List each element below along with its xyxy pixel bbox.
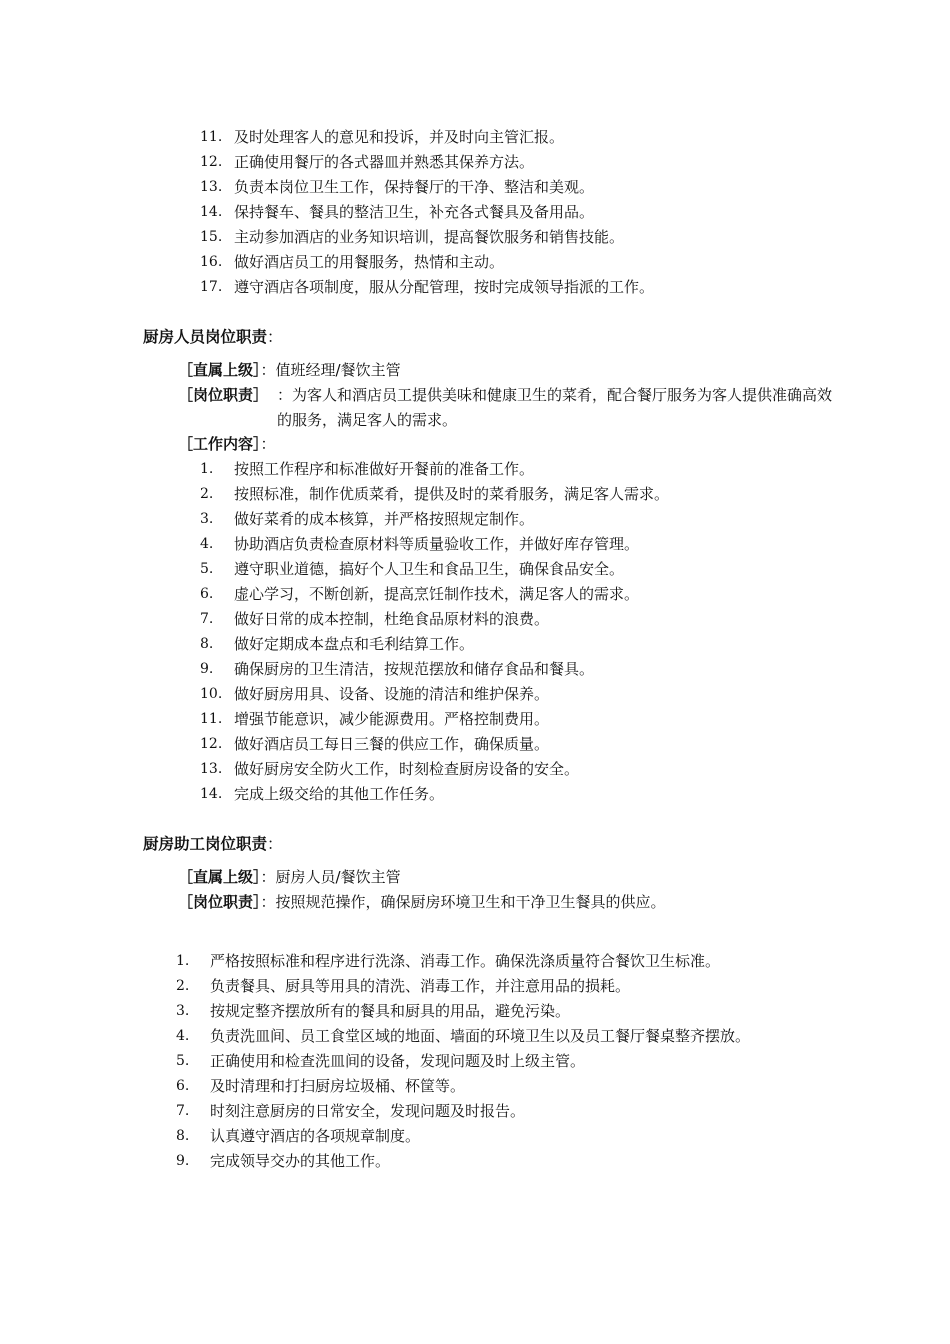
list-item-text: 做好菜肴的成本核算，并严格按照规定制作。 bbox=[234, 510, 535, 528]
list-item-text: 主动参加酒店的业务知识培训，提高餐饮服务和销售技能。 bbox=[234, 228, 625, 246]
list-item-text: 协助酒店负责检查原材料等质量验收工作，并做好库存管理。 bbox=[234, 535, 640, 553]
list-item-text: 虚心学习，不断创新，提高烹饪制作技术，满足客人的需求。 bbox=[234, 585, 640, 603]
kitchen-superior-label: ［直属上级］ bbox=[178, 361, 261, 379]
list-item-text: 按规定整齐摆放所有的餐具和厨具的用品，避免污染。 bbox=[210, 1002, 571, 1020]
helper-title-text: 厨房助工岗位职责 bbox=[143, 835, 268, 853]
kitchen-duty-label: ［岗位职责］ bbox=[178, 386, 269, 404]
list-item-number: 1. bbox=[176, 953, 190, 969]
helper-title-colon: ： bbox=[267, 835, 283, 853]
list-item-number: 5. bbox=[176, 1053, 190, 1069]
list-item-number: 13. bbox=[200, 179, 223, 195]
list-item-number: 15. bbox=[200, 229, 223, 245]
list-item-text: 做好厨房安全防火工作，时刻检查厨房设备的安全。 bbox=[234, 760, 580, 778]
list-item-text: 认真遵守酒店的各项规章制度。 bbox=[210, 1127, 421, 1145]
helper-duty bbox=[178, 890, 666, 915]
list-item-number: 8. bbox=[200, 636, 214, 652]
list-item-number: 11. bbox=[200, 711, 223, 727]
list-item-number: 2. bbox=[176, 978, 190, 994]
list-item-number: 14. bbox=[200, 786, 223, 802]
list-item-text: 负责洗皿间、员工食堂区域的地面、墙面的环境卫生以及员工餐厅餐桌整齐摆放。 bbox=[210, 1027, 751, 1045]
list-item-number: 14. bbox=[200, 204, 223, 220]
list-item-number: 5. bbox=[200, 561, 214, 577]
list-item-number: 4. bbox=[200, 536, 214, 552]
kitchen-duty bbox=[178, 383, 838, 433]
list-item-number: 9. bbox=[176, 1153, 190, 1169]
helper-duty-value: ：按照规范操作，确保厨房环境卫生和干净卫生餐具的供应。 bbox=[260, 893, 666, 911]
kitchen-section-title bbox=[143, 324, 283, 350]
list-item-text: 确保厨房的卫生清洁，按规范摆放和储存食品和餐具。 bbox=[234, 660, 595, 678]
list-item-number: 9. bbox=[200, 661, 214, 677]
list-item-text: 严格按照标准和程序进行洗涤、消毒工作。确保洗涤质量符合餐饮卫生标准。 bbox=[210, 952, 721, 970]
list-item-number: 4. bbox=[176, 1028, 190, 1044]
list-item-text: 正确使用和检查洗皿间的设备，发现问题及时上级主管。 bbox=[210, 1052, 586, 1070]
list-item-number: 17. bbox=[200, 279, 223, 295]
helper-section-title bbox=[143, 831, 283, 857]
list-item-text: 及时清理和打扫厨房垃圾桶、杯筐等。 bbox=[210, 1077, 466, 1095]
list-item-text: 做好厨房用具、设备、设施的清洁和维护保养。 bbox=[234, 685, 550, 703]
list-item-number: 11. bbox=[200, 129, 223, 145]
list-item-number: 2. bbox=[200, 486, 214, 502]
kitchen-title-colon: ： bbox=[267, 328, 283, 346]
list-item-number: 12. bbox=[200, 154, 223, 170]
list-item-text: 做好酒店员工每日三餐的供应工作，确保质量。 bbox=[234, 735, 550, 753]
kitchen-superior bbox=[178, 358, 401, 383]
list-item-number: 7. bbox=[176, 1103, 190, 1119]
list-item-text: 负责本岗位卫生工作，保持餐厅的干净、整洁和美观。 bbox=[234, 178, 595, 196]
kitchen-content-label: ［工作内容］ bbox=[178, 435, 261, 453]
kitchen-content bbox=[178, 432, 276, 457]
helper-superior bbox=[178, 865, 401, 890]
list-item-number: 3. bbox=[176, 1003, 190, 1019]
list-item-text: 时刻注意厨房的日常安全，发现问题及时报告。 bbox=[210, 1102, 526, 1120]
list-item-number: 7. bbox=[200, 611, 214, 627]
list-item-text: 正确使用餐厅的各式器皿并熟悉其保养方法。 bbox=[234, 153, 535, 171]
kitchen-duty-value: ：为客人和酒店员工提供美味和健康卫生的菜肴，配合餐厅服务为客人提供准确高效的服务，满足客人的需求。 bbox=[277, 386, 833, 429]
list-item-text: 保持餐车、餐具的整洁卫生，补充各式餐具及备用品。 bbox=[234, 203, 595, 221]
list-item-text: 按照标准，制作优质菜肴，提供及时的菜肴服务，满足客人需求。 bbox=[234, 485, 670, 503]
helper-duty-label: ［岗位职责］ bbox=[178, 893, 261, 911]
list-item-text: 做好定期成本盘点和毛利结算工作。 bbox=[234, 635, 475, 653]
kitchen-title-text: 厨房人员岗位职责 bbox=[143, 328, 268, 346]
kitchen-superior-value: ：值班经理/餐饮主管 bbox=[260, 361, 401, 379]
list-item-text: 负责餐具、厨具等用具的清洗、消毒工作，并注意用品的损耗。 bbox=[210, 977, 631, 995]
kitchen-content-colon: ： bbox=[260, 435, 276, 453]
list-item-number: 13. bbox=[200, 761, 223, 777]
list-item-text: 做好酒店员工的用餐服务，热情和主动。 bbox=[234, 253, 505, 271]
list-item-text: 遵守酒店各项制度，服从分配管理，按时完成领导指派的工作。 bbox=[234, 278, 655, 296]
list-item-number: 1. bbox=[200, 461, 214, 477]
list-item-text: 按照工作程序和标准做好开餐前的准备工作。 bbox=[234, 460, 535, 478]
list-item-text: 做好日常的成本控制，杜绝食品原材料的浪费。 bbox=[234, 610, 550, 628]
helper-superior-value: ：厨房人员/餐饮主管 bbox=[260, 868, 401, 886]
list-item-text: 及时处理客人的意见和投诉，并及时向主管汇报。 bbox=[234, 128, 565, 146]
list-item-number: 12. bbox=[200, 736, 223, 752]
list-item-text: 完成上级交给的其他工作任务。 bbox=[234, 785, 445, 803]
list-item-text: 增强节能意识，减少能源费用。严格控制费用。 bbox=[234, 710, 550, 728]
list-item-number: 16. bbox=[200, 254, 223, 270]
list-item-number: 10. bbox=[200, 686, 223, 702]
helper-superior-label: ［直属上级］ bbox=[178, 868, 261, 886]
list-item-number: 6. bbox=[200, 586, 214, 602]
list-item-number: 8. bbox=[176, 1128, 190, 1144]
list-item-text: 完成领导交办的其他工作。 bbox=[210, 1152, 391, 1170]
list-item-text: 遵守职业道德，搞好个人卫生和食品卫生，确保食品安全。 bbox=[234, 560, 625, 578]
list-item-number: 6. bbox=[176, 1078, 190, 1094]
list-item-number: 3. bbox=[200, 511, 214, 527]
